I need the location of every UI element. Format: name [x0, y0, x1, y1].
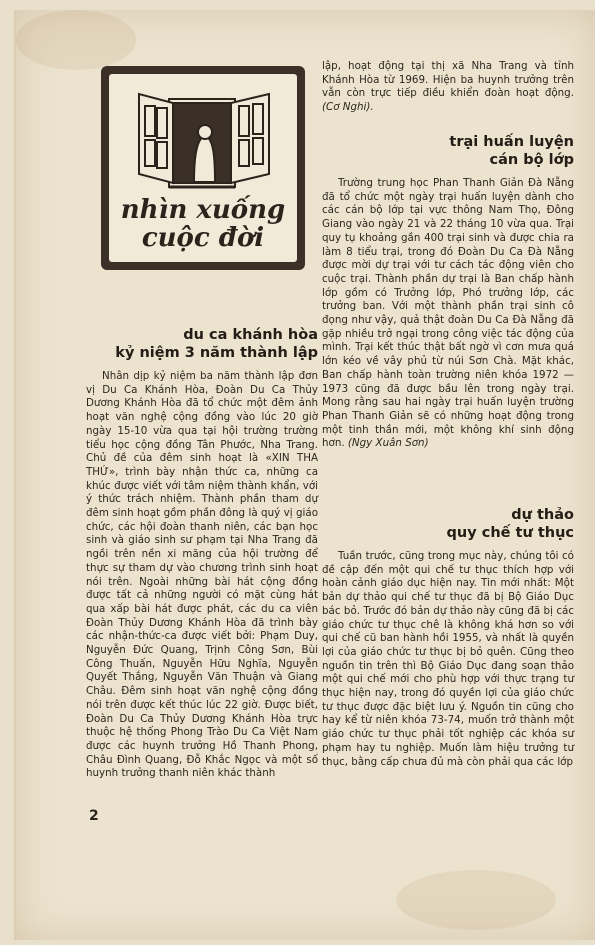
article-title-line2: quy chế tư thục	[446, 525, 574, 541]
duthao-article	[322, 506, 574, 769]
window-icon	[139, 94, 269, 187]
article-title-line1: du ca khánh hòa	[183, 327, 318, 343]
logo-panel	[109, 74, 297, 262]
continued-body-text: lập, hoạt động tại thị xã Nha Trang và tỉnh Khánh Hòa từ 1969. Hiện ba huynh trưởng trên vẫn còn trực tiếp điều khiển đoàn hoạt động.	[322, 60, 574, 100]
article-title-line1: dự thảo	[511, 507, 574, 523]
article-title-line2: kỷ niệm 3 năm thành lập	[115, 345, 318, 361]
article-body: Nhân dịp kỷ niệm ba năm thành lập đơn vị Du Ca Khánh Hòa, Đoàn Du Ca Thủy Dương Khánh Hòa đã tổ chức một đêm ảnh hoạt văn nghệ cộng đồng vào lúc 20 giờ ngày 15-10 vừa qua tại hội trường trường tiểu học cộng đồng Tân Phước, Nha Trang. Chủ đề của đêm sinh hoạt là «XIN THA THỨ», trình bày nhận thức ca, những ca khúc được viết với tâm niệm thành khẩn, với ý thức trách nhiệm. Thành phần tham dự đêm sinh hoạt gồm phần đông là quý vị giáo chức, các hội đoàn thanh niên, các bạn học sinh và giáo sinh sư phạm tại Nha Trang đã ngồi trên nền xi măng của hội trường để thực sự tham dự vào chương trình sinh hoạt nói trên. Ngoài những bài hát cộng đồng được tất cả những người có mặt cùng hát qua xấp bài hát được phát, các du ca viên Đoàn Thủy Dương Khánh Hòa đã trình bày các nhận-thức-ca được viết bởi: Phạm Duy, Nguyễn Đức Quang, Trịnh Công Sơn, Bùi Công Thuấn, Nguyễn Hữu Nghĩa, Nguyễn Quyết Thắng, Nguyễn Văn Thuận và Giang Châu. Đêm sinh hoạt văn nghệ cộng đồng nói trên được kết thúc lúc 22 giờ. Được biết, Đoàn Du Ca Thủy Dương Khánh Hòa trực thuộc hệ thống Phong Trào Du Ca Việt Nam được các huynh trưởng Hồ Thanh Phong, Châu Đình Quang, Đỗ Khắc Ngọc và một số huynh trưởng thanh niên khác thành	[86, 370, 318, 780]
page-number: 2	[89, 808, 99, 824]
trai-article	[322, 133, 574, 451]
paper-stain	[396, 870, 556, 930]
article-body-text: Trường trung học Phan Thanh Giản Đà Nẵng đã tổ chức một ngày trại huấn luyện dành cho các cán bộ lớp tại vực thông Nam Thọ, Đông Giang vào ngày 21 và 22 tháng 10 vừa qua. Trại quy tụ khoảng gần 400 trại sinh và được chia ra làm 8 tiểu trại, trong đó Đoàn Du Ca Đà Nẵng được mời dự trại với tư cách tác động viên cho cuộc trại. Thành phần dự trại là Ban chấp hành lớp gồm có Trưởng lớp, Phó trưởng lớp, các trưởng ban. Với một thành phần trại sinh cô đọng như vậy, quả thật đoàn Du Ca Đà Nẵng đã gặp nhiều trở ngại trong công việc tác động của mình. Trại kết thúc thật bất ngờ vì cơn mưa quá lớn kéo về vây phủ từ núi Sơn Chà. Mặt khác, Ban chấp hành toàn trường niên khóa 1972 — 1973 cũng đã được bầu lên trong ngày trại. Mong rằng sau hai ngày trại huấn luyện trường Phan Thanh Giản sẽ có những hoạt động trong một tinh thần mới, một không khí sinh động hơn.	[322, 177, 574, 450]
logo-title-line1: nhìn xuống	[120, 195, 286, 225]
article-body	[322, 177, 574, 451]
article-title-line1: trại huấn luyện	[449, 134, 574, 150]
signature: (Cơ Nghi).	[322, 101, 374, 114]
continued-body	[322, 60, 574, 115]
paper-stain	[16, 10, 136, 70]
signature: (Ngy Xuân Sơn)	[347, 437, 429, 450]
left-article	[86, 326, 318, 781]
logo-title-line2: cuộc đời	[141, 223, 265, 253]
column-logo	[101, 66, 305, 270]
article-title-line2: cán bộ lớp	[489, 152, 574, 168]
article-body: Tuần trước, cũng trong mục này, chúng tôi có đề cập đến một qui chế tư thục thích hợp với hoàn cảnh giáo dục hiện nay. Tin mới nhất: Một bản dự thảo qui chế tư thục đã bị Bộ Giáo Dục bác bỏ. Trước đó bản dự thảo này cũng đã bị các giáo chức tư thục chê là không khá hơn so với qui chế cũ ban hành hồi 1955, và nhất là quyền lợi của giáo chức tư thục bị bỏ quên. Cũng theo nguồn tin trên thì Bộ Giáo Dục đang soạn thảo một qui chế mới cho phù hợp với thực trạng tư thục hiện nay, trong đó quyền lợi của giáo chức tư thục được đặc biệt lưu ý. Nguồn tin cũng cho hay kể từ niên khóa 73-74, muốn trở thành một giáo chức tư thục phải tốt nghiệp các khóa sư phạm hay tu nghiệp. Muốn làm hiệu trưởng tư thục, bằng cấp chưa đủ mà còn phải qua các lớp	[322, 550, 574, 768]
continued-text	[322, 60, 574, 115]
